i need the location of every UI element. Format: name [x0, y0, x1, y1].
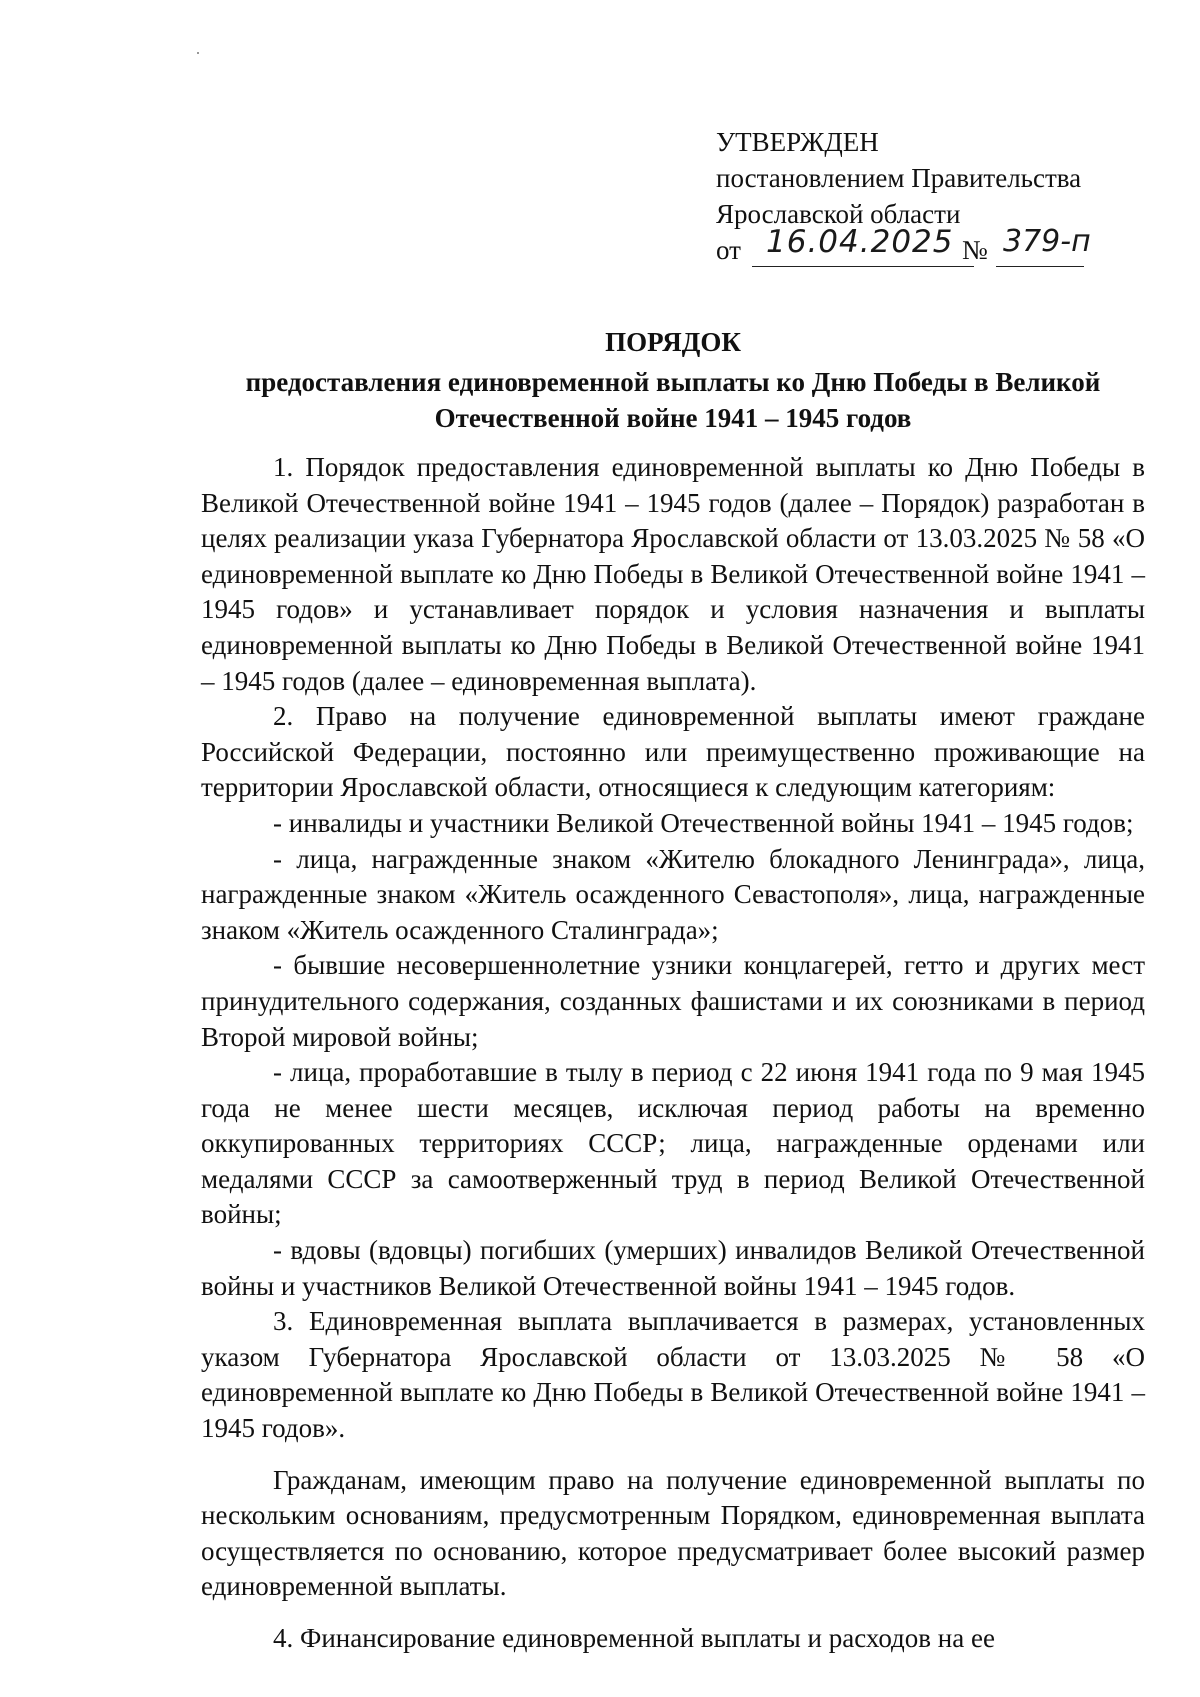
paragraph-3-continued: Гражданам, имеющим право на получение единовременной выплаты по нескольким основаниям, предусмотренным Порядком, единовременная выплата осуществляется по основанию, которое предусматривает более высокий размер единовременной выплаты. — [201, 1464, 1145, 1602]
document-body — [201, 450, 1145, 1657]
handwritten-number: 379-п — [1003, 224, 1091, 259]
document-title — [200, 324, 1146, 436]
title-main: ПОРЯДОК — [605, 327, 741, 357]
approval-heading: УТВЕРЖДЕН — [716, 127, 879, 157]
paragraph-1: 1. Порядок предоставления единовременной выплаты ко Дню Победы в Великой Отечественной войне 1941 – 1945 годов (далее – Порядок) разработан в целях реализации указа Губернатора Ярославской области от 13.03.2025 № 58 «О единовременной выплате ко Дню Победы в Великой Отечественной войне 1941 – 1945 годов» и устанавливает порядок и условия назначения и выплаты единовременной выплаты ко Дню Победы в Великой Отечественной войне 1941 – 1945 годов (далее – единовременная выплата). — [201, 452, 1145, 696]
list-item-home-front-workers: - лица, проработавшие в тылу в период с 22 июня 1941 года по 9 мая 1945 года не менее шести месяцев, исключая период работы на временно оккупированных территориях СССР; лица, награжденные орденами или медалями СССР за самоотверженный труд в период Великой Отечественной войны; — [201, 1057, 1145, 1230]
list-item-siege-residents: - лица, награжденные знаком «Жителю блокадного Ленинграда», лица, награжденные знаком «Житель осажденного Севастополя», лица, награжденные знаком «Житель осажденного Сталинграда»; — [201, 843, 1145, 945]
number-prefix: № — [962, 235, 988, 265]
list-item-widows: - вдовы (вдовцы) погибших (умерших) инвалидов Великой Отечественной войны и участников Великой Отечественной войны 1941 – 1945 годов. — [201, 1235, 1145, 1301]
list-item-veterans: - инвалиды и участники Великой Отечественной войны 1941 – 1945 годов; — [273, 807, 1134, 838]
date-prefix: от — [716, 235, 741, 265]
approval-stamp — [716, 124, 1156, 272]
approval-line-1: постановлением Правительства — [716, 163, 1082, 193]
title-subtitle-line-2: Отечественной войне 1941 – 1945 годов — [434, 403, 912, 433]
paragraph-3: 3. Единовременная выплата выплачивается в размерах, установленных указом Губернатора Ярославской области от 13.03.2025 № 58 «О единовременной выплате ко Дню Победы в Великой Отечественной войне 1941 – 1945 годов». — [201, 1306, 1145, 1444]
title-subtitle-line-1: предоставления единовременной выплаты ко Дню Победы в Великой — [245, 367, 1101, 397]
paragraph-2: 2. Право на получение единовременной выплаты имеют граждане Российской Федерации, постоянно или преимущественно проживающие на территории Ярославской области, относящиеся к следующим категориям: — [201, 701, 1145, 803]
scan-speck — [197, 52, 199, 54]
paragraph-4: 4. Финансирование единовременной выплаты и расходов на ее — [273, 1623, 995, 1653]
approval-date-row — [716, 224, 1156, 272]
handwritten-date: 16.04.2025 — [766, 224, 954, 260]
approval-line-2: Ярославской области — [716, 199, 961, 229]
list-item-camp-prisoners: - бывшие несовершеннолетние узники концлагерей, гетто и других мест принудительного содержания, созданных фашистами и их союзниками в период Второй мировой войны; — [201, 950, 1145, 1052]
